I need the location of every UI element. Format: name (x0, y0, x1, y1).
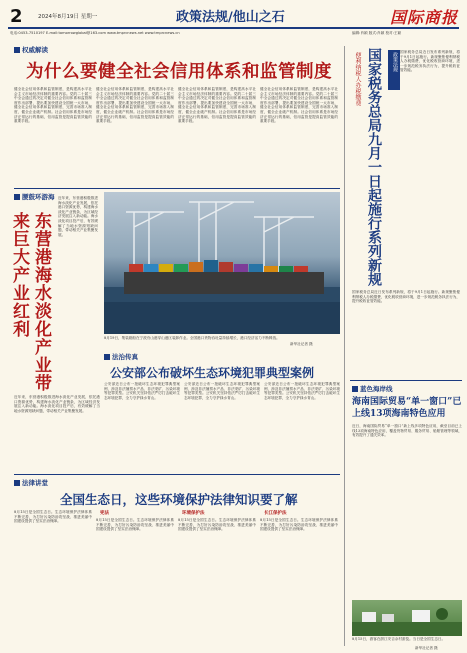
right-kicker: 便利纳税人办税缴费 (354, 52, 361, 106)
law-body-col2: 公安部近日公布一批破坏生态环境犯罪典型案例，涉及非法捕捞水产品、非法采矿、污染环境等犯罪类型。公安机关坚持依法严厉打击破坏生态环境犯罪，全力守护绿水青山。 (184, 382, 260, 400)
right-second-tag: 蓝色海岸线 (352, 384, 393, 393)
square-icon (14, 47, 20, 53)
vertical-body: 近年来，东营港积极推进海水淡化产业发展，依托港口资源优势，构建海水淡化产业链条，为区域经济发展注入新动能。海水淡化项目投产后，有效缓解了当地水资源短缺问题，带动相关产业集聚发展。 (58, 196, 98, 237)
bottom-body-col1: 8月15日是全国生态日。生态环境保护法律体系不断完善，为打好污染防治攻坚战、推进美丽中国建设提供了坚实法治保障。 (14, 510, 92, 524)
bottom-headline: 全国生态日，这些环境保护法律知识要了解 (60, 492, 298, 507)
masthead (0, 0, 467, 46)
bottom-body-col2: 8月15日是全国生态日。生态环境保护法律体系不断完善，为打好污染防治攻坚战、推进美丽中国建设提供了坚实法治保障。 (96, 518, 174, 532)
right-headline: 国家税务总局九月一日起施行系列新规 (366, 48, 382, 286)
square-icon (14, 194, 20, 200)
contact-line: 电话:0453-7510197 E-mail:tomorrowglobal@163.com www.tmprcnews.net www.tmprcnews.cn (10, 31, 180, 35)
right-second-headline: 海南国际贸易“单一窗口”已上线13项海南特色应用 (352, 397, 462, 419)
lead-body-col2: 健全社会信用体系和监管制度，是构建高水平社会主义市场经济体制的重要内容。党的二十届三中全会通过的决定对健全社会信用体系和监管制度作出部署，提出要加快建设全国统一大市场，健全社会信用体系和监管制度，完善市场准入制度，健全企业破产机制。社会信用体系是市场经济正常运行的基础，信用监管是提高监管效能的重要手段。 (96, 87, 174, 124)
lead-headline: 为什么要健全社会信用体系和监管制度 (26, 62, 332, 82)
law-body-col1: 公安部近日公布一批破坏生态环境犯罪典型案例，涉及非法捕捞水产品、非法采矿、污染环境等犯罪类型。公安机关坚持依法严厉打击破坏生态环境犯罪，全力守护绿水青山。 (104, 382, 180, 400)
law-tag: 法治传真 (104, 352, 138, 361)
port-photo (104, 192, 340, 334)
page-number: 2 (10, 6, 23, 27)
village-illustration (352, 600, 462, 636)
square-icon (352, 386, 358, 392)
photo-caption: 8月19日，集装箱船在宁波舟山港穿山港区装卸作业。全国港口货物吞吐量持续增长，港口经济活力不断释放。 (104, 336, 280, 340)
bottom-photo-caption: 8月15日，游客在浙江安吉余村游览。当日是全国生态日。 (352, 637, 446, 641)
newspaper-logo: 国际商报 (390, 8, 459, 27)
law-body-col3: 公安部近日公布一批破坏生态环境犯罪典型案例，涉及非法捕捞水产品、非法采矿、污染环境等犯罪类型。公安机关坚持依法严厉打击破坏生态环境犯罪，全力守护绿水青山。 (264, 382, 340, 400)
right-body-col1: 国家税务总局近日发布系列新规，将于9月1日起施行。新规聚焦便利纳税人办税缴费，优化税收营商环境，进一步规范税务执法行为，提升税收征管效能。 (400, 50, 460, 73)
port-cranes-illustration (104, 192, 340, 334)
vertical-tag: 腰鼓环游海 (14, 192, 55, 201)
bottom-subhead-1: 宪法 (100, 511, 109, 516)
bottom-photo (352, 600, 462, 636)
right-body-col2: 国家税务总局近日发布系列新规，将于9月1日起施行。新规聚焦便利纳税人办税缴费，优化税收营商环境，进一步规范税务执法行为，提升税收征管效能。 (352, 290, 460, 304)
issue-date: 2024年8月19日 星期一 (38, 14, 98, 20)
square-icon (104, 354, 110, 360)
bottom-subhead-2: 环境保护法 (182, 511, 205, 516)
lead-body-col3: 健全社会信用体系和监管制度，是构建高水平社会主义市场经济体制的重要内容。党的二十届三中全会通过的决定对健全社会信用体系和监管制度作出部署，提出要加快建设全国统一大市场，健全社会信用体系和监管制度，完善市场准入制度，健全企业破产机制。社会信用体系是市场经济正常运行的基础，信用监管是提高监管效能的重要手段。 (178, 87, 256, 124)
editors-line: 编辑:肖颖 版式:肖颖 校对:王颖 (352, 31, 402, 35)
vertical-body-cont: 近年来，东营港积极推进海水淡化产业发展，依托港口资源优势，构建海水淡化产业链条，为区域经济发展注入新动能。海水淡化项目投产后，有效缓解了当地水资源短缺问题，带动相关产业集聚发展。 (14, 395, 100, 413)
square-icon (14, 480, 20, 486)
vertical-headline: 东营港海水淡化产业带来巨大产业红利 (9, 212, 51, 392)
right-tag: 政策法规 (388, 50, 400, 90)
bottom-subhead-3: 长江保护法 (264, 511, 287, 516)
bottom-photo-credit: 新华社记者 摄 (415, 646, 438, 650)
lead-tag: 权威解读 (14, 45, 48, 54)
lead-body-col1: 健全社会信用体系和监管制度，是构建高水平社会主义市场经济体制的重要内容。党的二十届三中全会通过的决定对健全社会信用体系和监管制度作出部署，提出要加快建设全国统一大市场，健全社会信用体系和监管制度，完善市场准入制度，健全企业破产机制。社会信用体系是市场经济正常运行的基础，信用监管是提高监管效能的重要手段。 (14, 87, 92, 124)
right-second-body: 近日，海南国际贸易“单一窗口”新上线多项特色应用，截至目前已上线13项海南特色应用，覆盖货物贸易、服务贸易、船舶管理等领域，有效提升了通关效率。 (352, 424, 462, 438)
law-headline: 公安部公布破坏生态环境犯罪典型案例 (110, 366, 315, 380)
photo-credit: 新华社记者 摄 (290, 342, 313, 346)
bottom-tag: 法律讲堂 (14, 478, 48, 487)
bottom-body-col3: 8月15日是全国生态日。生态环境保护法律体系不断完善，为打好污染防治攻坚战、推进美丽中国建设提供了坚实法治保障。 (178, 518, 256, 532)
section-title: 政策法规/他山之石 (176, 10, 285, 25)
bottom-body-col4: 8月15日是全国生态日。生态环境保护法律体系不断完善，为打好污染防治攻坚战、推进美丽中国建设提供了坚实法治保障。 (260, 518, 338, 532)
lead-body-col4: 健全社会信用体系和监管制度，是构建高水平社会主义市场经济体制的重要内容。党的二十届三中全会通过的决定对健全社会信用体系和监管制度作出部署，提出要加快建设全国统一大市场，健全社会信用体系和监管制度，完善市场准入制度，健全企业破产机制。社会信用体系是市场经济正常运行的基础，信用监管是提高监管效能的重要手段。 (260, 87, 338, 124)
